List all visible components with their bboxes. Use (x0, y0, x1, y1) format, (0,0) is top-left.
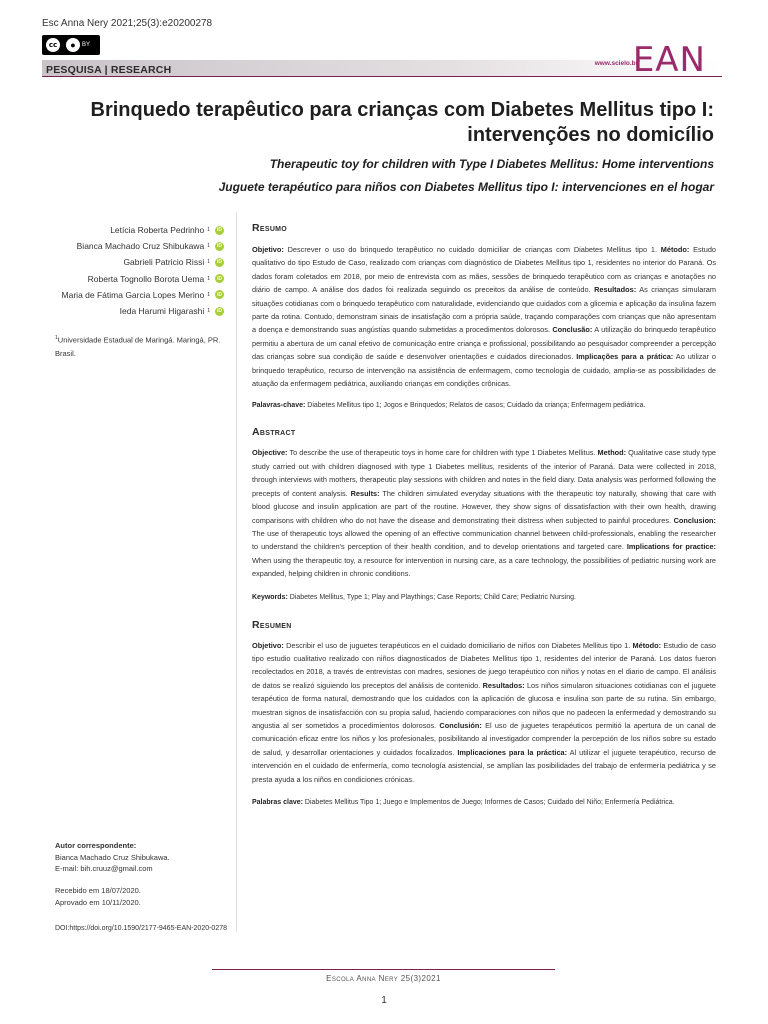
creative-commons-icon: cc (46, 38, 60, 52)
footer-rule (212, 969, 555, 970)
submission-dates (55, 885, 230, 908)
journal-reference: Esc Anna Nery 2021;25(3):e20200278 (42, 18, 213, 29)
doi-link[interactable]: DOI:https://doi.org/10.1590/2177-9465-EAN-2020-0278 (55, 925, 228, 932)
abstract-keywords: Keywords: Diabetes Mellitus, Type 1; Play and Playthings; Case Reports; Child Care; Pediatric Nursing. (252, 593, 576, 601)
resumo-keywords: Palavras-chave: Diabetes Mellitus tipo 1; Jogos e Brinquedos; Relatos de casos; Cuidado da criança; Enfermagem pediátrica. (252, 402, 646, 410)
author-item: Letícia Roberta Pedrinho 1 iD (110, 225, 222, 235)
main-content (252, 222, 716, 808)
attribution-icon: ● (66, 38, 80, 52)
subtitle-spanish: Juguete terapéutico para niños con Diabetes Mellitus tipo I: intervenciones en el hogar (218, 180, 714, 194)
subtitle-english: Therapeutic toy for children with Type I Diabetes Mellitus: Home interventions (269, 157, 714, 171)
section-label: PESQUISA | RESEARCH (46, 64, 172, 76)
corresponding-email[interactable]: E-mail: bih.cruuz@gmail.com (55, 864, 153, 873)
footer-journal: Escola Anna Nery 25(3)2021 (326, 974, 441, 983)
column-divider (236, 212, 237, 932)
orcid-icon[interactable]: iD (217, 227, 222, 233)
orcid-icon[interactable]: iD (217, 308, 222, 315)
author-list (42, 222, 224, 319)
abstract-heading: Abstract (252, 426, 296, 439)
corresponding-name: Bianca Machado Cruz Shibukawa. (55, 852, 170, 862)
orcid-icon[interactable]: iD (217, 275, 222, 282)
page-number: 1 (381, 995, 387, 1006)
license-by-label: BY (82, 42, 91, 48)
article-title (42, 98, 714, 148)
cc-license-badge[interactable] (42, 35, 100, 55)
title-line-2: intervenções no domicílio (467, 124, 714, 146)
approved-date: Aprovado em 10/11/2020. (55, 897, 141, 907)
author-item: Ieda Harumi Higarashi 1 iD (119, 306, 222, 317)
orcid-icon[interactable]: iD (217, 291, 222, 298)
orcid-icon[interactable]: iD (217, 243, 222, 250)
corresponding-label: Autor correspondente: (55, 841, 137, 850)
received-date: Recebido em 18/07/2020. (55, 886, 141, 895)
scielo-link[interactable]: www.scielo.br/ (594, 60, 640, 67)
author-item: Maria de Fátima Garcia Lopes Merino 1 iD (61, 289, 222, 300)
abstract-paragraph: Objective: To describe the use of therapeutic toys in home care for children with type 1 Diabetes Mellitus. Method: Qualitative case study type study carried out with children diagnosed with type 1 Diabetes mellitus, residents of the interior of Paraná. Data were collected in 2018, through interviews with mothers, therapeutic play sessions with children and notes in the field diary. Data analysis was performed following the precepts of content analysis. Results: The children simulated everyday situations with the therapeutic toy naturally, showing that care with blood glucose and insulin application are part of the routine. However, they show signs of dissatisfaction with their own health, drawing comparisons with children who do not have the disease and demonstrating their distress when subjected to painful procedures. Conclusion: The use of therapeutic toys allowed the opening of an effective communication channel between child-professionals, enabling the researcher to understand the children's perception of their health condition, and to develop orientations and targeted care. Implications for practice: When using the therapeutic toy, a resource for intervention in nursing care, as a care technology, the possibilities of pediatric nursing work are expanded, helping children in chronic conditions. (252, 448, 716, 579)
resumen-keywords: Palabras clave: Diabetes Mellitus Tipo 1; Juego e Implementos de Juego; Informes de Casos; Cuidado del Niño; Enfermería Pediátrica. (252, 799, 675, 806)
resumo-heading: Resumo (252, 222, 288, 234)
resumo-paragraph: Objetivo: Descrever o uso do brinquedo terapêutico no cuidado domiciliar de crianças com Diabetes Mellitus tipo 1. Método: Estudo qualitativo do tipo Estudo de Caso, realizado com crianças com diagnóstico de Diabetes Mellitus tipo 1, residentes no interior do Paraná. Os dados foram coletados em 2018, por meio de entrevista com as mães, sessões de brinquedo terapêutico com as crianças e anotações no diário de campo. A análise dos dados foi realizada seguindo os preceitos da análise de conteúdo. Resultados: As crianças simularam situações cotidianas com o brinquedo terapêutico com naturalidade, evidenciando que cuidados com a glicemia e aplicação da insulina fazem parte da rotina. Contudo, demonstram sinais de insatisfação com a própria saúde, traçando comparações com crianças que não apresentam a doença e demonstrando suas angústias quando submetidas a procedimentos dolorosos. Conclusão: A utilização do brinquedo terapêutico permitiu a abertura de um canal efetivo de comunicação entre criança e profissional, possibilitando ao pesquisador compreender a percepção das crianças sobre sua condição de saúde e desenvolver orientações e cuidados direcionados. Implicações para a prática: Ao utilizar o brinquedo terapêutico, recurso de intervenção na assistência de enfermagem, como tecnologia de cuidado, amplia-se as possibilidades de atuação da enfermagem pediátrica, auxiliando crianças em condições crônicas. (252, 245, 716, 389)
author-item: Roberta Tognollo Borota Uema 1 iD (87, 273, 222, 284)
ean-logo: EAN (632, 40, 706, 80)
corresponding-author (55, 840, 230, 875)
resumen-paragraph: Objetivo: Describir el uso de juguetes terapéuticos en el cuidado domiciliario de niños con Diabetes Mellitus tipo 1. Método: Estudio de caso tipo estudio cualitativo realizado con niños diagnosticados de Diabetes Mellitus tipo 1, residentes del interior de Paraná. Los datos fueron recolectados en 2018, a través de entrevistas con madres, sesiones de juego terapéutico con niños y notas en el diario de campo. El análisis de datos se realizó siguiendo los preceptos del análisis de contenido. Resultados: Los niños simularon situaciones cotidianas con el juguete terapéutico de forma natural, demostrando que los cuidados con la aplicación de glucosa e insulina son parte de su rutina. Sin embargo, muestran signos de insatisfacción con su propia salud, haciendo comparaciones con niños que no padecen la enfermedad y demostrando su angustia al ser sometidos a procedimientos dolorosos. Conclusión: El uso de juguetes terapéuticos permitió la apertura de un canal de comunicación eficaz entre los niños y los profesionales, posibilitando al investigador comprender la percepción de los niños sobre su estado de salud, y desarrollar orientaciones y cuidados focalizados. Implicaciones para la práctica: Al utilizar el juguete terapéutico, recurso de intervención en el cuidado de enfermería, como tecnología asistencial, se amplían las posibilidades del trabajo de enfermería pediátrica y se presta ayuda a los niños en condiciones crónicas. (252, 640, 716, 784)
title-line-1: Brinquedo terapêutico para crianças com Diabetes Mellitus tipo I: (90, 99, 714, 121)
affiliation: $^1$Universidade Estadual de Maringá. Maringá, PR. Brasil. (55, 335, 221, 358)
orcid-icon[interactable]: iD (217, 259, 222, 266)
resumen-heading: Resumen (252, 618, 292, 631)
author-item: Bianca Machado Cruz Shibukawa 1 iD (76, 241, 222, 252)
author-item: Gabrieli Patricio Rissi 1 iD (123, 257, 222, 268)
